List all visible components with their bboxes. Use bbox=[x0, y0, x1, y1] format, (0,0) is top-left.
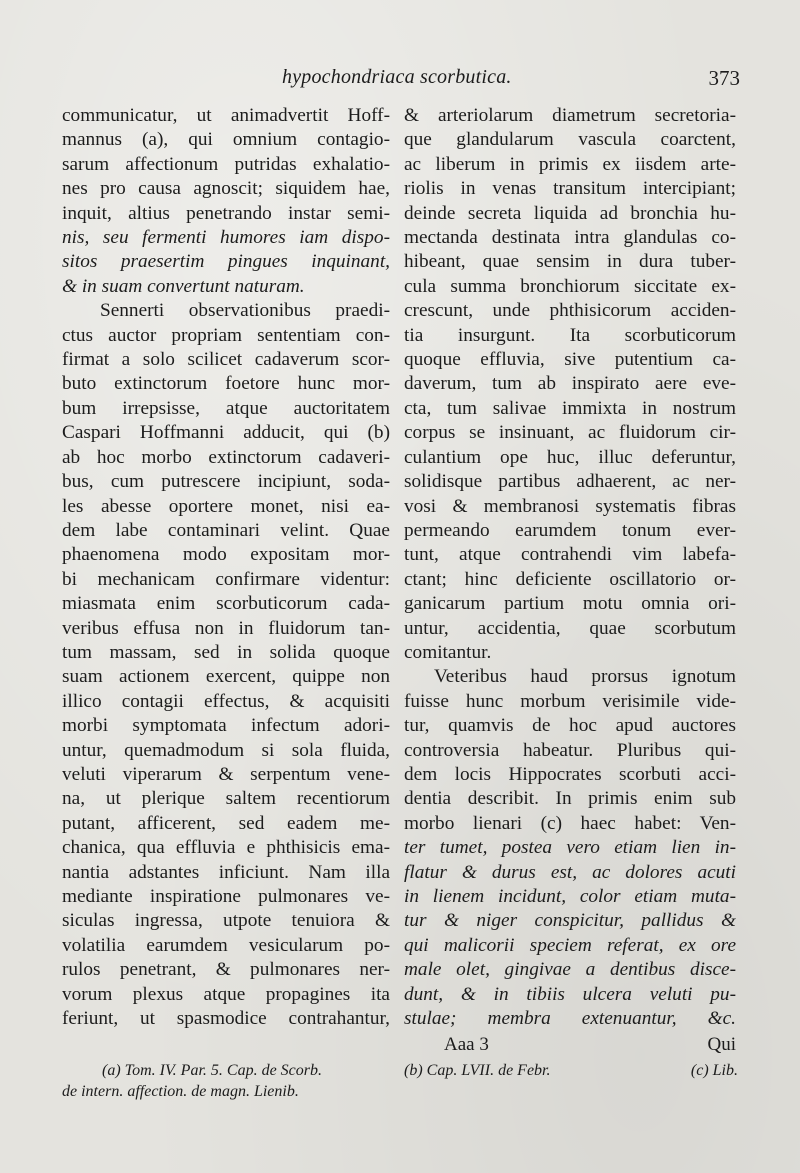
text-line: veluti viperarum & serpentum vene- bbox=[62, 763, 390, 785]
text-line: cta, tum salivae immixta in nostrum bbox=[404, 397, 736, 419]
text-line: crescunt, unde phthisicorum acciden- bbox=[404, 300, 736, 322]
text-line: suam actionem exercent, quippe non bbox=[62, 666, 390, 688]
text-line: bum irrepsisse, atque auctoritatem bbox=[62, 397, 390, 419]
text-line: flatur & durus est, ac dolores acuti bbox=[404, 861, 736, 883]
text-line: ab hoc morbo extinctorum cadaveri- bbox=[62, 446, 390, 468]
text-line: male olet, gingivae a dentibus disce- bbox=[404, 959, 736, 981]
text-line: & arteriolarum diametrum secretoria- bbox=[404, 105, 736, 126]
text-line: & in suam convertunt naturam. bbox=[62, 275, 305, 297]
text-line: morbo lienari (c) haec habet: Ven- bbox=[404, 812, 736, 834]
text-line: mediante inspiratione pulmonares ve- bbox=[62, 886, 390, 907]
text-line: dunt, & in tibiis ulcera veluti pu- bbox=[404, 983, 736, 1005]
text-line: dentia describit. In primis enim sub bbox=[404, 788, 736, 810]
text-line: que glandularum vascula coarctent, bbox=[404, 129, 736, 151]
text-line: miasmata enim scorbuticorum cada- bbox=[62, 593, 390, 615]
text-line: tunt, atque contrahendi vim labefa- bbox=[404, 544, 736, 566]
text-line: rulos penetrant, & pulmonares ner- bbox=[62, 959, 390, 981]
left-column bbox=[62, 104, 390, 1031]
footnote-b: (b) Cap. LVII. de Febr. bbox=[404, 1062, 551, 1079]
text-line: Sennerti observationibus praedi- bbox=[100, 300, 390, 322]
text-line: siculas ingressa, utpote tenuiora & bbox=[62, 910, 390, 932]
text-line: communicatur, ut animadvertit Hoff- bbox=[62, 105, 390, 126]
text-line: phaenomena modo expositam mor- bbox=[62, 544, 390, 566]
text-line: Veteribus haud prorsus ignotum bbox=[434, 666, 736, 688]
text-line: quoque effluvia, sive putentium ca- bbox=[404, 349, 736, 371]
text-line: deinde secreta liquida ad bronchia hu- bbox=[404, 202, 736, 224]
text-line: sitos praesertim pingues inquinant, bbox=[62, 251, 390, 273]
text-line: nantia adstantes inficiunt. Nam illa bbox=[62, 861, 390, 883]
text-line: les abesse oportere monet, nisi ea- bbox=[62, 495, 390, 517]
text-line: untur, quemadmodum si sola fluida, bbox=[62, 739, 390, 761]
text-line: mannus (a), qui omnium contagio- bbox=[62, 129, 390, 151]
text-line: ter tumet, postea vero etiam lien in- bbox=[404, 837, 736, 859]
text-line: morbi symptomata infectum adori- bbox=[62, 715, 390, 737]
text-line: permeando earumdem tonum ever- bbox=[404, 519, 736, 541]
text-line: buto extinctorum foetore hunc mor- bbox=[62, 373, 390, 395]
text-line: veribus effusa non in fluidorum tan- bbox=[62, 617, 390, 639]
text-line: volatilia earumdem vesicularum po- bbox=[62, 934, 390, 956]
text-line: solidisque partibus adhaerent, ac ner- bbox=[404, 471, 736, 493]
text-line: ctant; hinc deficiente oscillatorio or- bbox=[404, 568, 736, 590]
text-line: ac liberum in primis ex iisdem arte- bbox=[404, 153, 736, 175]
text-line: controversia habeatur. Pluribus qui- bbox=[404, 739, 736, 761]
text-line: bi mechanicam confirmare videntur: bbox=[62, 568, 390, 590]
text-line: untur, accidentia, quae scorbutum bbox=[404, 617, 736, 639]
text-line: ganicarum partium motu omnia ori- bbox=[404, 593, 736, 615]
text-line: feriunt, ut spasmodice contrahantur, bbox=[62, 1008, 390, 1030]
text-line: riolis in venas transitum intercipiant; bbox=[404, 178, 736, 200]
footnotes-right bbox=[404, 1060, 738, 1081]
right-column bbox=[404, 104, 736, 1031]
text-line: vosi & membranosi systematis fibras bbox=[404, 495, 736, 517]
text-line: in lienem incidunt, color etiam muta- bbox=[404, 886, 736, 907]
text-line: corpus se insinuant, ac fluidorum cir- bbox=[404, 422, 736, 444]
text-line: tur, quamvis de hoc apud auctores bbox=[404, 715, 736, 737]
text-line: na, ut plerique saltem recentiorum bbox=[62, 788, 390, 810]
text-line: daverum, tum ab inspirato aere eve- bbox=[404, 373, 736, 395]
text-line: dem labe contaminari velint. Quae bbox=[62, 519, 390, 541]
text-line: tur & niger conspicitur, pallidus & bbox=[404, 910, 736, 932]
text-line: nes pro causa agnoscit; siquidem hae, bbox=[62, 178, 390, 200]
footnote-a: (a) Tom. IV. Par. 5. Cap. de Scorb. bbox=[102, 1062, 323, 1079]
running-head: hypochondriaca scorbutica. bbox=[282, 66, 512, 88]
footnote-row bbox=[62, 1081, 738, 1102]
text-line: vorum plexus atque propagines ita bbox=[62, 983, 390, 1005]
text-line: stulae; membra extenuantur, &c. bbox=[404, 1008, 736, 1030]
text-line: bus, cum putrescere incipiunt, soda- bbox=[62, 471, 390, 493]
text-line: tia insurgunt. Ita scorbuticorum bbox=[404, 324, 736, 346]
catchword: Qui bbox=[707, 1034, 736, 1055]
text-line: sarum affectionum putridas exhalatio- bbox=[62, 153, 390, 175]
text-line: hibeant, quae sensim in dura tuber- bbox=[404, 251, 736, 273]
text-line: fuisse hunc morbum verisimile vide- bbox=[404, 690, 736, 712]
text-line: chanica, qua effluvia e phthisicis ema- bbox=[62, 837, 390, 859]
signature-line bbox=[404, 1034, 736, 1060]
text-line: Caspari Hoffmanni adducit, qui (b) bbox=[62, 422, 390, 444]
text-line: illico contagii effectus, & acquisiti bbox=[62, 690, 390, 712]
text-line: dem locis Hippocrates scorbuti acci- bbox=[404, 763, 736, 785]
text-line: cula summa bronchiorum siccitate ex- bbox=[404, 275, 736, 297]
text-line: ctus auctor propriam sententiam con- bbox=[62, 324, 390, 346]
page-number: 373 bbox=[708, 66, 740, 90]
text-line: putant, afficerent, sed eadem me- bbox=[62, 812, 390, 834]
text-line: qui malicorii speciem referat, ex ore bbox=[404, 934, 736, 956]
text-line: inquit, altius penetrando instar semi- bbox=[62, 202, 390, 224]
page-header bbox=[60, 66, 740, 94]
footnote-c: (c) Lib. bbox=[690, 1062, 738, 1079]
footnote-a-continued: de intern. affection. de magn. Lienib. bbox=[62, 1083, 299, 1100]
text-line: mectanda destinata intra glandulas co- bbox=[404, 227, 736, 249]
text-line: firmat a solo scilicet cadaverum scor- bbox=[62, 349, 390, 371]
text-line: nis, seu fermenti humores iam dispo- bbox=[62, 227, 390, 249]
text-line: tum massam, sed in solida quoque bbox=[62, 641, 390, 663]
text-line: comitantur. bbox=[404, 641, 492, 663]
signature-mark: Aaa 3 bbox=[444, 1034, 489, 1055]
text-line: culantium ope huc, illuc deferuntur, bbox=[404, 446, 736, 468]
